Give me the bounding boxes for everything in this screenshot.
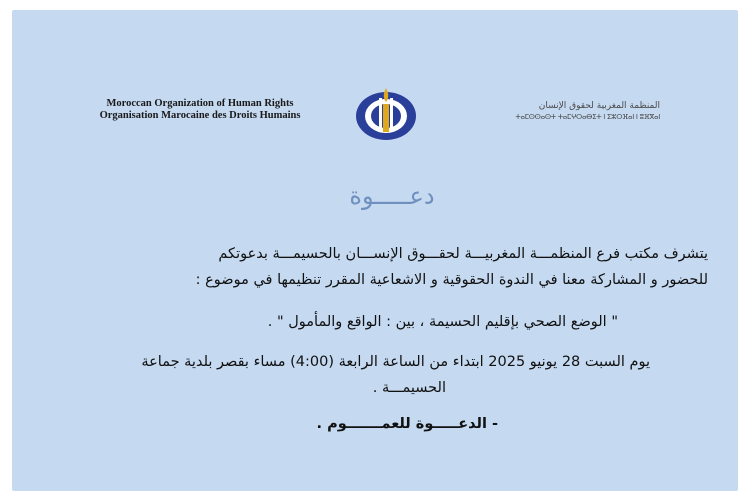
org-name-native — [512, 100, 660, 122]
candle-circle-logo — [352, 84, 420, 144]
seminar-topic: " الوضع الصحي بإقليم الحسيمة ، بين : الواقع والمأمول " . — [267, 314, 618, 330]
invitation-title: دعـــــوة — [349, 182, 435, 210]
event-date-line-1: يوم السبت 28 يونيو 2025 ابتداء من الساعة الرابعة (4:00) مساء بقصر بلدية جماعة — [141, 354, 650, 370]
public-invitation-note: - الدعـــــوة للعمـــــــوم . — [316, 416, 498, 432]
org-name-french: Organisation Marocaine des Droits Humains — [99, 110, 301, 121]
invitation-card — [12, 10, 738, 491]
invitation-line-2: للحضور و المشاركة معنا في الندوة الحقوقية و الاشعاعية المقرر تنظيمها في موضوع : — [195, 272, 708, 288]
org-name-arabic: المنظمة المغربية لحقوق الإنسان — [538, 101, 660, 111]
org-name-tifinagh: ⵜⴰⵎⵙⵙⴰⵙⵜ ⵜⴰⵎⵖⵔⴰⴱⵉⵜ ⵏ ⵉⵣⵔⴼⴰⵏ ⵏ ⵓⴼⴳⴰⵏ — [515, 113, 660, 121]
org-name-latin — [70, 98, 330, 122]
event-date-line-2: الحسيمـــة . — [372, 380, 446, 396]
org-name-english: Moroccan Organization of Human Rights — [106, 98, 294, 109]
invitation-line-1: يتشرف مكتب فرع المنظمـــة المغربيـــة لحقـــوق الإنســـان بالحسيمـــة بدعوتكم — [218, 246, 708, 262]
